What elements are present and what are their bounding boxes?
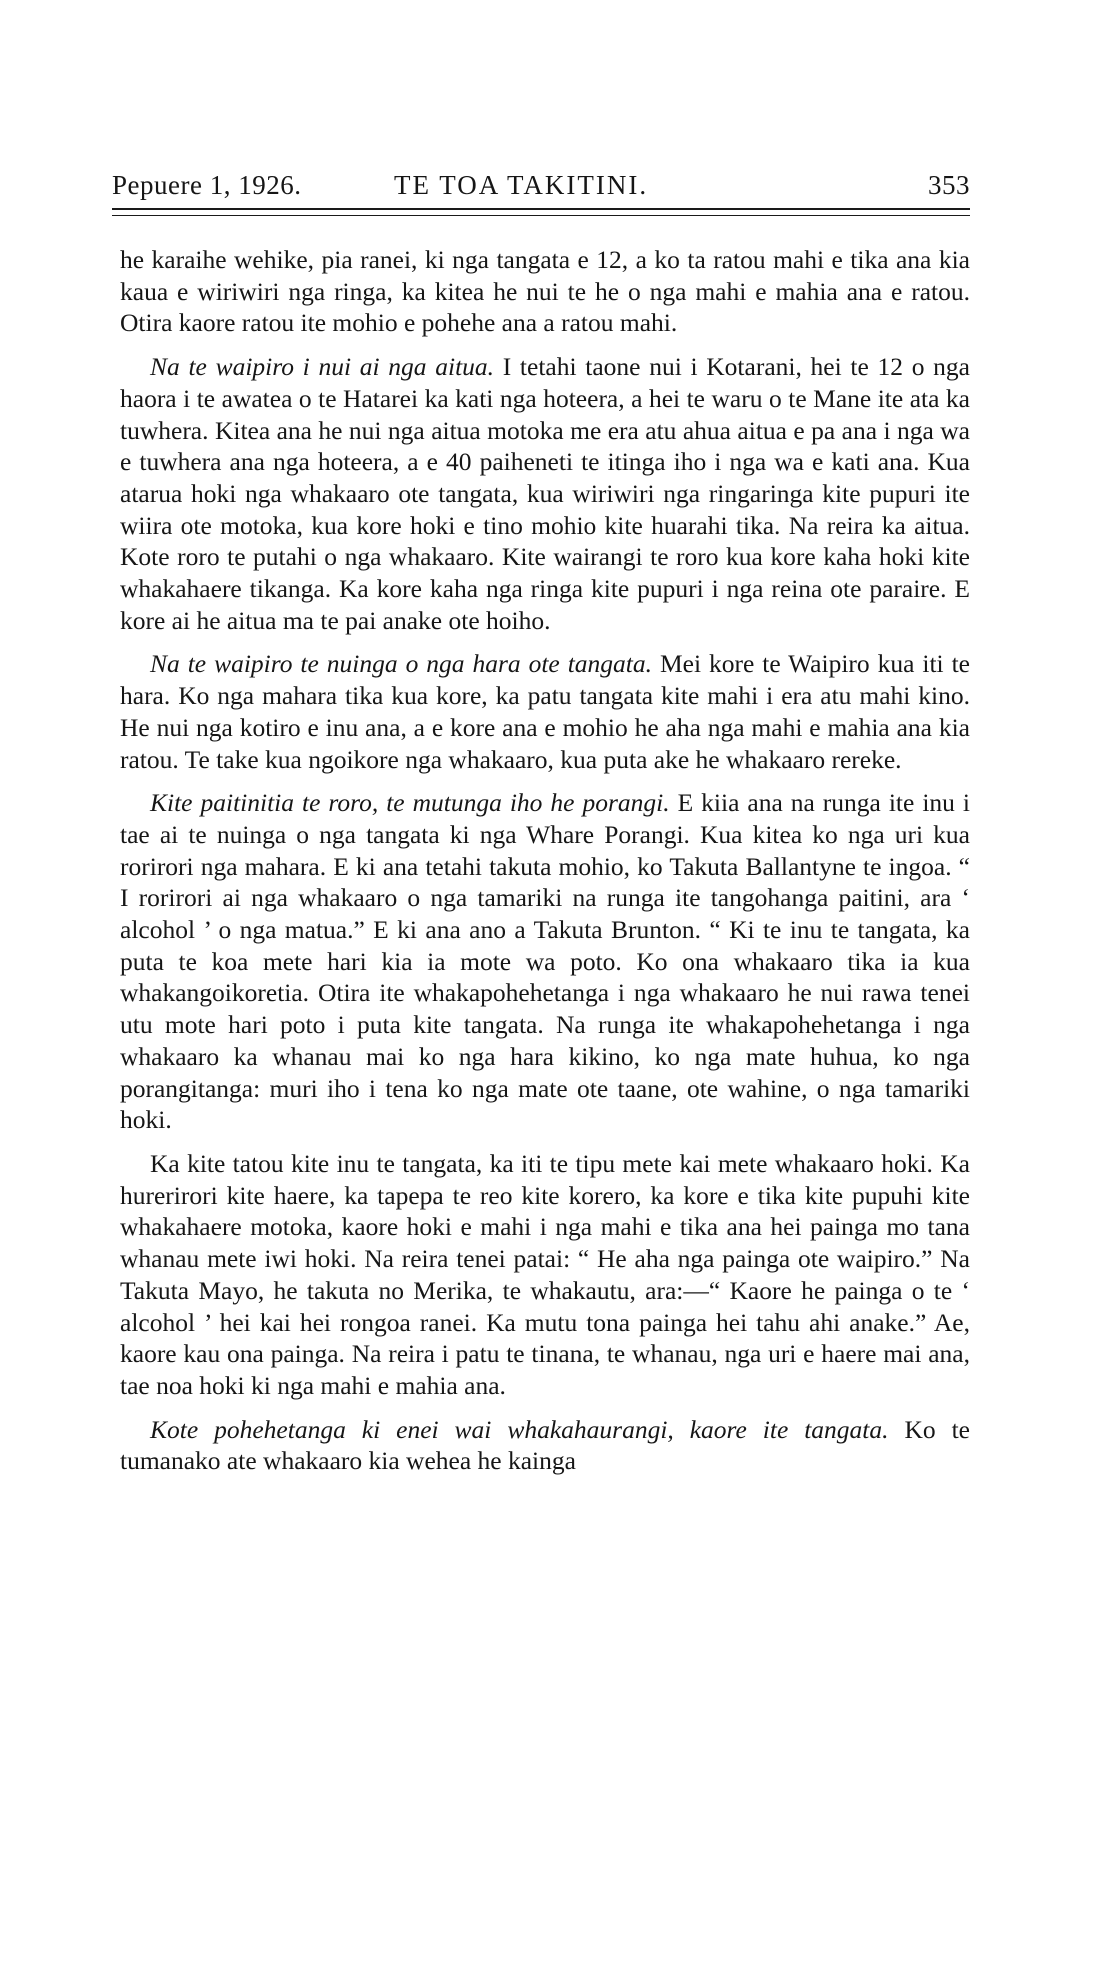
paragraph-text: he karaihe wehike, pia ranei, ki nga tangata e 12, a ko ta ratou mahi e tika ana kia kaua e wiriwiri nga ringa, ka kitea he nui te he o nga mahi e mahia ana e ratou. Otira kaore ratou ite mohio e pohehe ana a ratou mahi. (120, 245, 970, 338)
article-body (120, 244, 970, 1489)
journal-title: TE TOA TAKITINI. (394, 170, 649, 200)
paragraph-heading: Na te waipiro i nui ai nga aitua. (150, 352, 495, 382)
header-rule-thin (112, 215, 970, 216)
paragraph (120, 1148, 970, 1402)
paragraph-text: I tetahi taone nui i Kotarani, hei te 12 o nga haora i te awatea o te Hatarei ka kati nga hoteera, a hei te waru o te Mane ite ata ka tuwhera. Kitea ana he nui nga aitua motoka me era atu ahua aitua e pa ana i nga wa e tuwhera ana nga hoteera, a e 40 paiheneti te itinga iho i nga wa e kati ana. Kua atarua hoki nga whakaaro ote tangata, kua wiriwiri nga ringaringa kite pupuri ite wiira ote motoka, kua kore hoki e tino mohio kite huarahi tika. Na reira ka aitua. Kote roro te putahi o nga whakaaro. Kite wairangi te roro kua kore kaha hoki kite whakahaere tikanga. Ka kore kaha nga ringa kite pupuri i nga reina ote paraire. E kore ai he aitua ma te pai anake ote hoiho. (120, 352, 970, 635)
paragraph (120, 244, 970, 339)
issue-date: Pepuere 1, 1926. (112, 170, 302, 200)
paragraph-text: Ko te tumanako ate whakaaro kia wehea he kainga (120, 1414, 970, 1476)
paragraph-heading: Na te waipiro te nuinga o nga hara ote tangata. (150, 649, 653, 679)
paragraph-text: Mei kore te Waipiro kua iti te hara. Ko nga mahara tika kua kore, ka patu tangata kite mahi i era atu mahi kino. He nui nga kotiro e inu ana, a e kore ana e mohio he aha nga mahi e mahia ana kia ratou. Te take kua ngoikore nga whakaaro, kua puta ake he whakaaro rereke. (120, 649, 970, 774)
paragraph-heading: Kite paitinitia te roro, te mutunga iho he porangi. (150, 788, 670, 818)
running-header (112, 170, 970, 210)
paragraph-text: E kiia ana na runga ite inu i tae ai te nuinga o nga tangata ki nga Whare Porangi. Kua kitea ko nga uri kua rorirori nga mahara. E ki ana tetahi takuta mohio, ko Takuta Ballantyne te ingoa. “ I rorirori ai nga whakaaro o nga tamariki na runga ite tangohanga paitini, ara ‘ alcohol ’ o nga matua.” E ki ana ano a Takuta Brunton. “ Ki te inu te tangata, ka puta te koa mete hari kia ia mote wa poto. Ko ona whakaaro tika ia kua whakangoikoretia. Otira ite whakapohehetanga i nga whakaaro he nui rawa tenei utu mote hari poto i puta kite tangata. Na runga ite whakapohehetanga i nga whakaaro ka whanau mai ko nga hara kikino, ko nga mate huhua, ko nga porangitanga: muri iho i tena ko nga mate ote taane, ote wahine, o nga tamariki hoki. (120, 788, 970, 1135)
paragraph (120, 1414, 970, 1477)
paragraph (120, 787, 970, 1136)
header-rule (112, 208, 970, 210)
paragraph-text: Ka kite tatou kite inu te tangata, ka iti te tipu mete kai mete whakaaro hoki. Ka hurerirori kite haere, ka tapepa te reo kite korero, ka kore e tika kite pupuhi kite whakahaere motoka, kaore hoki e mahi i nga mahi e tika ana hei painga mo tana whanau mete iwi hoki. Na reira tenei patai: “ He aha nga painga ote waipiro.” Na Takuta Mayo, he takuta no Merika, te whakautu, ara:—“ Kaore he painga o te ‘ alcohol ’ hei kai hei rongoa ranei. Ka mutu tona painga hei tahu ahi anake.” Ae, kaore kau ona painga. Na reira i patu te tinana, te whanau, nga uri e haere mai ana, tae noa hoki ki nga mahi e mahia ana. (120, 1148, 970, 1400)
paragraph (120, 648, 970, 775)
paragraph (120, 351, 970, 636)
page-number: 353 (928, 170, 970, 200)
paragraph-heading: Kote pohehetanga ki enei wai whakahaurangi, kaore ite tangata. (150, 1414, 889, 1444)
